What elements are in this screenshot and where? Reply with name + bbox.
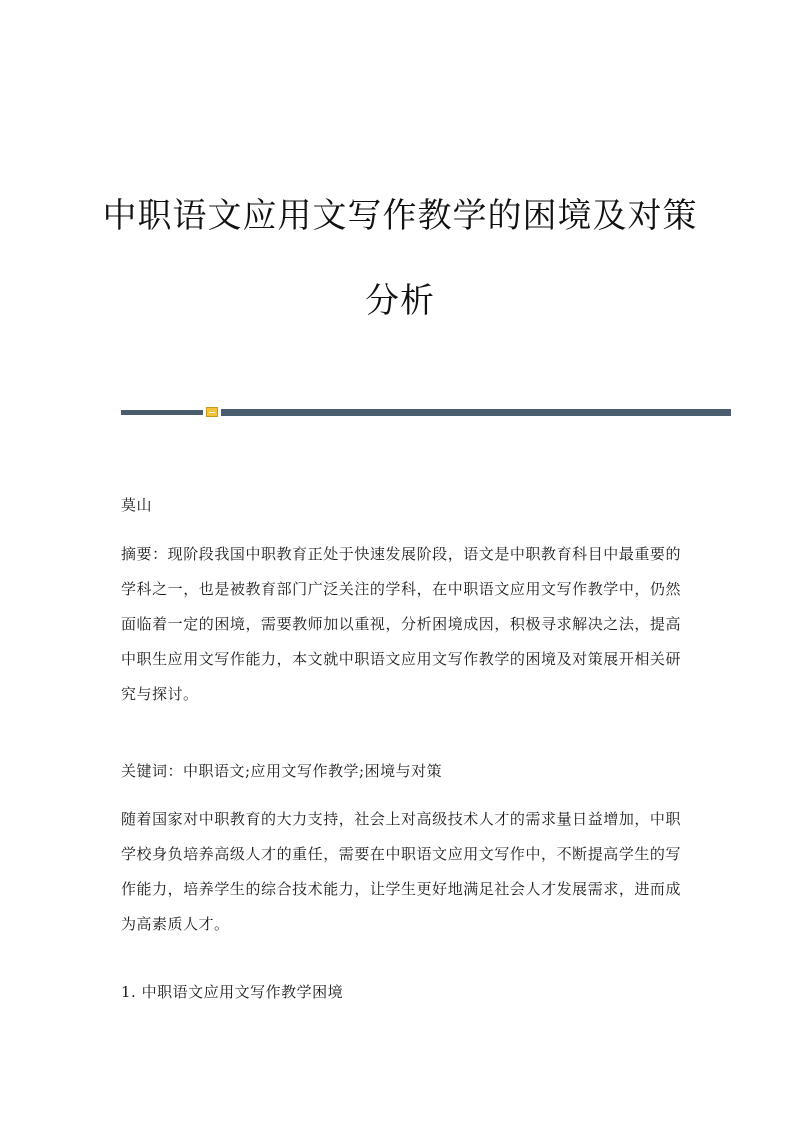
body-paragraph: 随着国家对中职教育的大力支持，社会上对高级技术人才的需求量日益增加，中职学校身负培养高级人才的重任，需要在中职语文应用文写作中，不断提高学生的写作能力，培养学生的综合技术能力，让学生更好地满足社会人才发展需求，进而成为高素质人才。 bbox=[121, 810, 681, 933]
abstract-paragraph: 摘要：现阶段我国中职教育正处于快速发展阶段，语文是中职教育科目中最重要的学科之一，也是被教育部门广泛关注的学科，在中职语文应用文写作教学中，仍然面临着一定的困境，需要教师加以重视，分析困境成因，积极寻求解决之法，提高中职生应用文写作能力，本文就中职语文应用文写作教学的困境及对策展开相关研究与探讨。 bbox=[121, 545, 681, 703]
document-title-line-2: 分析 bbox=[365, 281, 435, 321]
document-title-line-1: 中职语文应用文写作教学的困境及对策 bbox=[102, 196, 698, 236]
divider-bar-right bbox=[221, 409, 731, 416]
section-heading: 1. 中职语文应用文写作教学困境 bbox=[121, 983, 344, 1001]
author-name: 莫山 bbox=[121, 496, 153, 514]
divider-emblem-icon bbox=[206, 407, 218, 417]
title-divider bbox=[121, 407, 731, 417]
keywords-line: 关键词：中职语文;应用文写作教学;困境与对策 bbox=[121, 762, 443, 780]
divider-bar-left bbox=[121, 410, 203, 415]
